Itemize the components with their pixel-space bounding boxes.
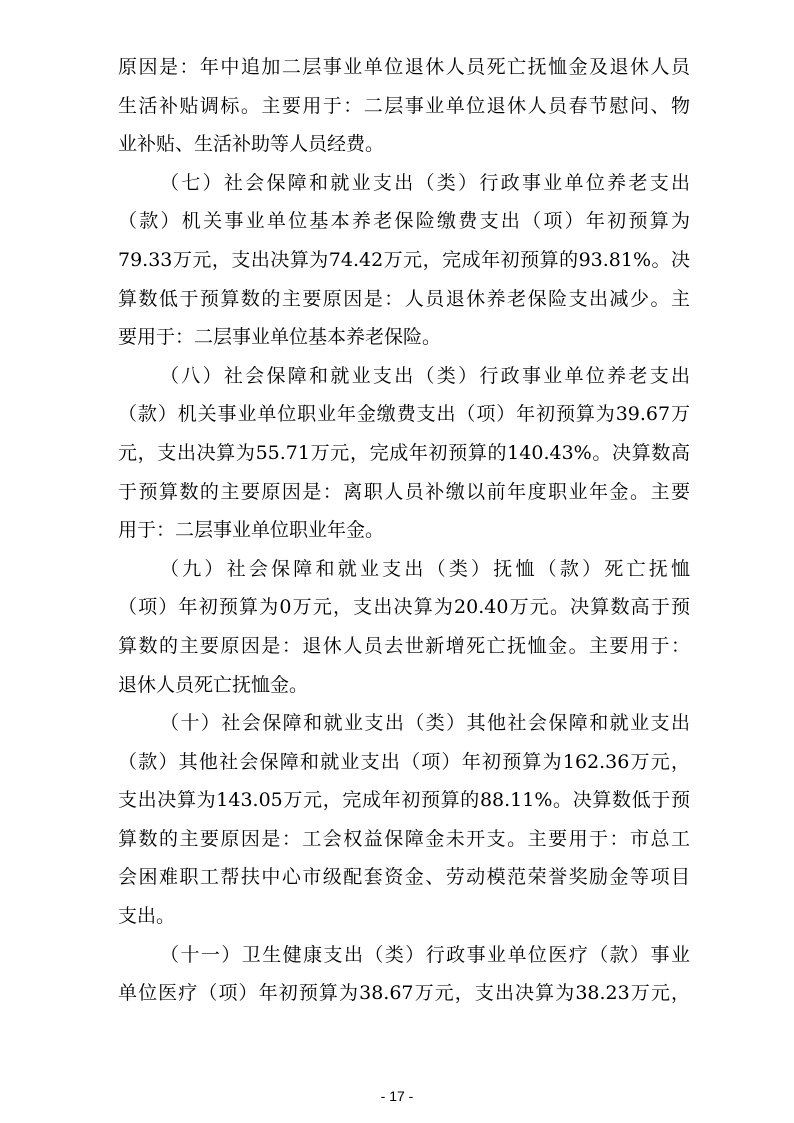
text-line: 79.33万元，支出决算为74.42万元，完成年初预算的93.81%。决 (118, 248, 690, 271)
paragraph-heading-7: （七）社会保障和就业支出（类）行政事业单位养老支出 (160, 171, 690, 194)
text-line: 算数的主要原因是：工会权益保障金未开支。主要用于：市总工 (118, 827, 690, 850)
body-text (118, 48, 690, 1013)
text-line: 算数低于预算数的主要原因是：人员退休养老保险支出减少。主 (118, 287, 690, 310)
text-line: 支出。 (118, 905, 176, 928)
page-number: - 17 - (380, 1088, 414, 1104)
text-line: （项）年初预算为0万元，支出决算为20.40万元。决算数高于预 (118, 596, 690, 619)
text-line: 于预算数的主要原因是：离职人员补缴以前年度职业年金。主要 (118, 480, 690, 503)
text-line: 生活补贴调标。主要用于：二层事业单位退休人员春节慰问、物 (118, 94, 690, 117)
paragraph-heading-10: （十）社会保障和就业支出（类）其他社会保障和就业支出 (160, 712, 690, 735)
text-line: 支出决算为143.05万元，完成年初预算的88.11%。决算数低于预 (118, 789, 690, 812)
paragraph-heading-9: （九）社会保障和就业支出（类）抚恤（款）死亡抚恤 (160, 557, 690, 580)
text-line: 算数的主要原因是：退休人员去世新增死亡抚恤金。主要用于： (118, 634, 690, 657)
text-line: 单位医疗（项）年初预算为38.67万元，支出决算为38.23万元， (118, 982, 690, 1005)
text-line: 要用于：二层事业单位基本养老保险。 (118, 326, 442, 349)
text-line: 元，支出决算为55.71万元，完成年初预算的140.43%。决算数高 (118, 441, 690, 464)
text-line: （款）机关事业单位职业年金缴费支出（项）年初预算为39.67万 (118, 403, 690, 426)
text-line: 业补贴、生活补助等人员经费。 (118, 133, 385, 156)
text-line: 原因是：年中追加二层事业单位退休人员死亡抚恤金及退休人员 (118, 56, 690, 78)
text-line: 退休人员死亡抚恤金。 (118, 673, 309, 696)
paragraph-heading-8: （八）社会保障和就业支出（类）行政事业单位养老支出 (160, 364, 690, 387)
text-line: 用于：二层事业单位职业年金。 (118, 519, 385, 542)
text-line: 会困难职工帮扶中心市级配套资金、劳动模范荣誉奖励金等项目 (118, 866, 690, 889)
text-line: （款）其他社会保障和就业支出（项）年初预算为162.36万元， (118, 750, 690, 773)
paragraph-heading-11: （十一）卫生健康支出（类）行政事业单位医疗（款）事业 (160, 943, 690, 966)
text-line: （款）机关事业单位基本养老保险缴费支出（项）年初预算为 (118, 210, 690, 233)
